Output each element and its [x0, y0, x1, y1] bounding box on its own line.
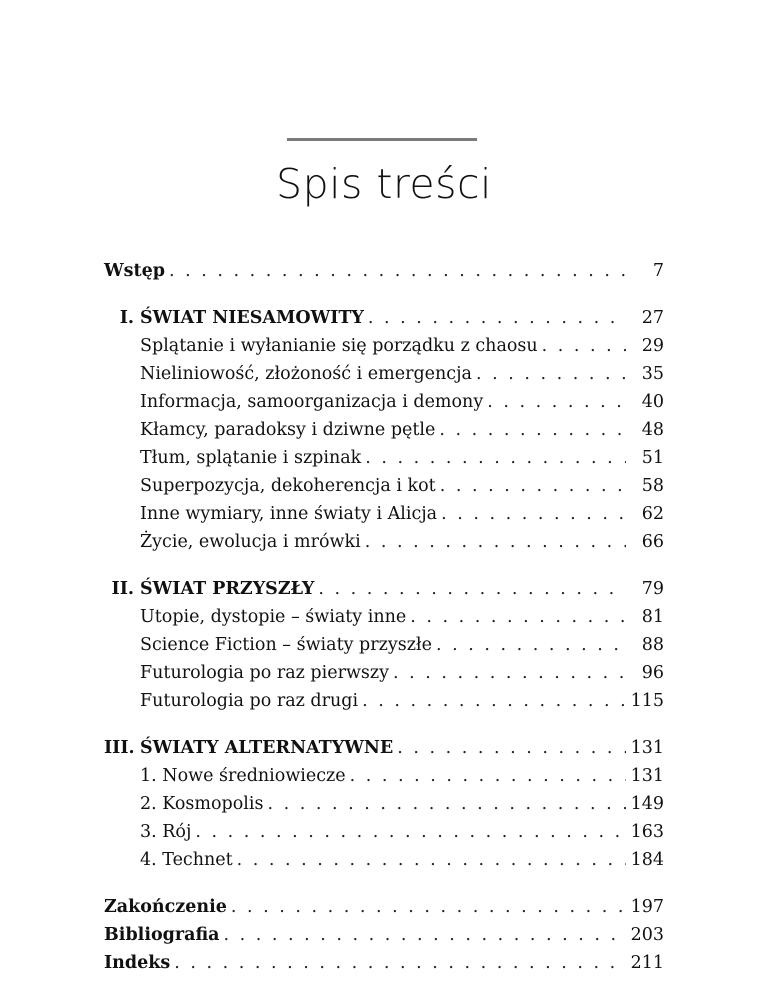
section-label: ŚWIAT PRZYSZŁY [140, 579, 315, 599]
section-label: ŚWIAT NIESAMOWITY [140, 308, 364, 328]
dot-leader [476, 360, 626, 388]
toc-item[interactable] [104, 472, 664, 500]
dot-leader [440, 472, 626, 500]
toc-item-page: 66 [641, 532, 664, 552]
table-of-contents [104, 257, 664, 977]
title-rule [287, 138, 477, 141]
toc-item-page: 40 [641, 392, 664, 412]
toc-item[interactable] [104, 631, 664, 659]
toc-item-label: 1. Nowe średniowiecze [140, 766, 346, 786]
toc-item-label: Informacja, samoorganizacja i demony [140, 392, 484, 412]
toc-item-label: Utopie, dystopie – światy inne [140, 607, 407, 627]
dot-leader [318, 575, 626, 603]
toc-item-page: 115 [630, 691, 664, 711]
dot-leader [487, 388, 626, 416]
toc-item-page: 35 [641, 364, 664, 384]
dot-leader [169, 257, 626, 285]
toc-item[interactable] [104, 762, 664, 790]
toc-item-page: 131 [630, 766, 664, 786]
dot-leader [362, 687, 626, 715]
toc-item[interactable] [104, 790, 664, 818]
toc-item[interactable] [104, 659, 664, 687]
toc-entry-conclusion[interactable] [104, 893, 664, 921]
section-number: II. [111, 579, 134, 599]
toc-item[interactable] [104, 332, 664, 360]
toc-item[interactable] [104, 528, 664, 556]
toc-entry-label: Indeks [104, 953, 171, 973]
toc-entry-bibliography[interactable] [104, 921, 664, 949]
dot-leader [368, 304, 626, 332]
toc-item-label: Splątanie i wyłanianie się porządku z chaosu [140, 336, 538, 356]
section-page: 27 [641, 308, 664, 328]
toc-item-label: Futurologia po raz pierwszy [140, 663, 390, 683]
toc-section-3[interactable] [104, 734, 664, 762]
dot-leader [195, 818, 626, 846]
dot-leader [267, 790, 626, 818]
toc-item[interactable] [104, 500, 664, 528]
section-label: ŚWIATY ALTERNATYWNE [140, 738, 394, 758]
toc-item-page: 96 [641, 663, 664, 683]
toc-item[interactable] [104, 416, 664, 444]
dot-leader [365, 528, 626, 556]
toc-item-page: 58 [641, 476, 664, 496]
dot-leader [237, 846, 626, 874]
toc-entry-page: 211 [630, 953, 664, 973]
toc-item-page: 149 [630, 794, 664, 814]
section-page: 79 [641, 579, 664, 599]
toc-entry-page: 197 [630, 897, 664, 917]
dot-leader [231, 893, 626, 921]
toc-entry-intro[interactable] [104, 257, 664, 285]
dot-leader [365, 444, 626, 472]
toc-entry-page: 203 [630, 925, 664, 945]
dot-leader [410, 603, 626, 631]
toc-item-page: 51 [641, 448, 664, 468]
toc-item-page: 62 [641, 504, 664, 524]
toc-item[interactable] [104, 360, 664, 388]
toc-section-1[interactable] [104, 304, 664, 332]
dot-leader [393, 659, 626, 687]
toc-item[interactable] [104, 846, 664, 874]
toc-entry-label: Zakończenie [104, 897, 227, 917]
toc-entry-index[interactable] [104, 949, 664, 977]
toc-item-label: Inne wymiary, inne światy i Alicja [140, 504, 438, 524]
toc-section-2[interactable] [104, 575, 664, 603]
dot-leader [174, 949, 626, 977]
toc-item[interactable] [104, 388, 664, 416]
toc-item[interactable] [104, 444, 664, 472]
toc-entry-label: Wstęp [104, 261, 165, 281]
toc-item-page: 29 [641, 336, 664, 356]
toc-item[interactable] [104, 603, 664, 631]
toc-item-label: 3. Rój [140, 822, 192, 842]
toc-item-page: 48 [641, 420, 664, 440]
page-title: Spis treści [276, 160, 492, 208]
toc-item-page: 81 [641, 607, 664, 627]
toc-entry-page: 7 [652, 261, 664, 281]
toc-item-label: 4. Technet [140, 850, 233, 870]
toc-item-label: Science Fiction – światy przyszłe [140, 635, 432, 655]
dot-leader [350, 762, 626, 790]
toc-item-label: Superpozycja, dekoherencja i kot [140, 476, 436, 496]
toc-item-label: Tłum, splątanie i szpinak [140, 448, 362, 468]
toc-item[interactable] [104, 818, 664, 846]
toc-item-label: Życie, ewolucja i mrówki [140, 532, 361, 552]
toc-item[interactable] [104, 687, 664, 715]
section-page: 131 [630, 738, 664, 758]
toc-item-label: Futurologia po raz drugi [140, 691, 359, 711]
toc-item-label: Nieliniowość, złożoność i emergencja [140, 364, 472, 384]
toc-item-page: 163 [630, 822, 664, 842]
toc-item-label: 2. Kosmopolis [140, 794, 264, 814]
toc-entry-label: Bibliografia [104, 925, 220, 945]
dot-leader [224, 921, 626, 949]
section-number: III. [104, 738, 135, 758]
dot-leader [397, 734, 626, 762]
dot-leader [436, 631, 626, 659]
toc-item-page: 184 [630, 850, 664, 870]
section-number: I. [119, 308, 134, 328]
toc-item-label: Kłamcy, paradoksy i dziwne pętle [140, 420, 436, 440]
dot-leader [441, 500, 626, 528]
dot-leader [542, 332, 626, 360]
toc-item-page: 88 [641, 635, 664, 655]
dot-leader [439, 416, 626, 444]
